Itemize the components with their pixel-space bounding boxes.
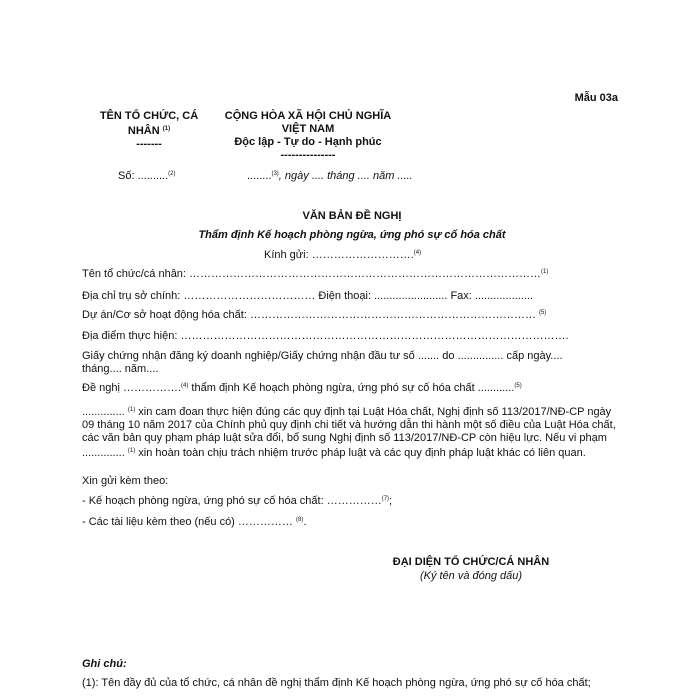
certificate-line2: tháng.... năm.... xyxy=(82,363,159,375)
organization-header xyxy=(86,110,212,151)
org-name-field: Tên tổ chức/cá nhân: ……………………………………………………………………………………$^{(1)}$ xyxy=(82,268,549,280)
document-subtitle: Thẩm định Kế hoạch phòng ngừa, ứng phó sự cố hóa chất xyxy=(198,229,506,241)
form-code: Mẫu 03a xyxy=(574,92,618,104)
signature-title: ĐẠI DIỆN TỔ CHỨC/CÁ NHÂN xyxy=(392,556,550,568)
recipient-line: Kính gửi: ……………………….$^{(4)}$ xyxy=(264,249,422,261)
republic-line1: CỘNG HÒA XÃ HỘI CHỦ NGHĨA xyxy=(224,110,392,122)
location-field: Địa điểm thực hiện: ……………………………………………………………………………………………. xyxy=(82,330,569,342)
national-header xyxy=(220,110,396,162)
place-and-date: ........$^{(3)}$, ngày .... tháng .... năm ..... xyxy=(247,170,413,182)
attachment-item-documents: - Các tài liệu kèm theo (nếu có) …………… $^{(8)}$. xyxy=(82,516,307,528)
national-motto: Độc lập - Tự do - Hạnh phúc xyxy=(234,136,382,148)
republic-line2: VIỆT NAM xyxy=(281,123,335,135)
motto-underline: --------------- xyxy=(280,149,336,161)
commitment-paragraph: .............. $^{(1)}$ xin cam đoan thực hiện đúng các quy định tại Luật Hóa chất, Nghị định số 113/2017/NĐ-CP ngày 09 tháng 10 năm 2017 của Chính phủ quy định chi tiết và hướng dẫn thi hành một số điều của Luật Hóa chất, các văn bản quy phạm pháp luật sửa đổi, bổ sung Nghị định số 113/2017/NĐ-CP còn hiệu lực. Nếu vi phạm .............. $^{(1)}$ xin hoàn toàn chịu trách nhiệm trước pháp luật và các quy định pháp luật khác có liên quan. xyxy=(82,406,616,459)
address-field: Địa chỉ trụ sở chính: ……………………………… Điện thoại: ........................ Fax: ................... xyxy=(82,290,533,302)
org-name-line2: NHÂN $^{(1)}$ xyxy=(127,125,171,137)
document-number: Số: ..........$^{(2)}$ xyxy=(118,170,176,182)
org-header-dashes: ------- xyxy=(136,138,162,150)
attachments-heading: Xin gửi kèm theo: xyxy=(82,475,169,487)
org-name-line1: TÊN TỔ CHỨC, CÁ xyxy=(99,110,199,122)
attachment-item-plan: - Kế hoạch phòng ngừa, ứng phó sự cố hóa chất: ……………$^{(7)}$; xyxy=(82,495,393,507)
notes-heading: Ghi chú: xyxy=(82,658,127,670)
project-field: Dự án/Cơ sở hoạt động hóa chất: …………………………………………………………………… $^{(5)}$ xyxy=(82,309,547,321)
request-line: Đề nghị …………….$^{(4)}$ thẩm định Kế hoạch phòng ngừa, ứng phó sự cố hóa chất ............$^{(5)}$ xyxy=(82,382,522,394)
document-title: VĂN BẢN ĐỀ NGHỊ xyxy=(302,210,402,222)
note-1: (1): Tên đầy đủ của tổ chức, cá nhân đề nghị thẩm định Kế hoạch phòng ngừa, ứng phó sự cố hóa chất; xyxy=(82,677,591,689)
signature-note: (Ký tên và đóng dấu) xyxy=(419,570,523,582)
certificate-line1: Giấy chứng nhận đăng ký doanh nghiệp/Giấy chứng nhận đầu tư số ....... do ............... cấp ngày.... xyxy=(82,350,563,362)
